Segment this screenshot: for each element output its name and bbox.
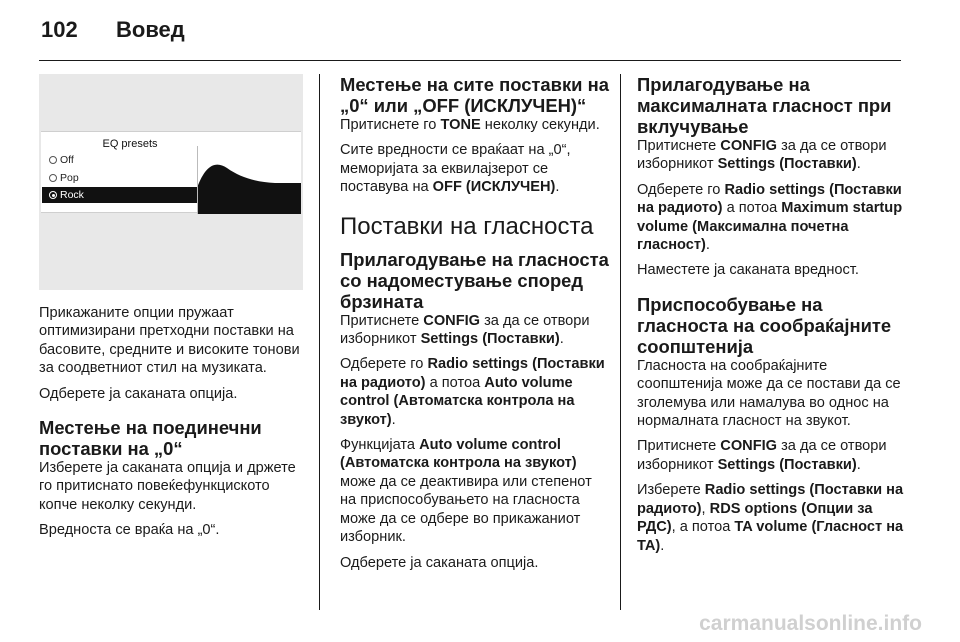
section-heading: Местење на поединечни поставки на „0“ bbox=[39, 417, 262, 460]
eq-screen-title: EQ presets bbox=[102, 138, 158, 150]
illustration-caption: Прикажаните опции пружаат оптимизирани претходни поставки на басовите, средните и високите тонови за соодветниот стил на музиката. bbox=[39, 305, 300, 377]
radio-icon bbox=[49, 174, 57, 182]
eq-option-label: Pop bbox=[60, 172, 79, 184]
section-heading: Местење на сите поставки на „0“ или „OFF (ИСКЛУЧЕН)“ bbox=[340, 74, 609, 116]
paragraph: Одберете ја саканата опција. bbox=[340, 554, 539, 571]
paragraph: Одберете ја саканата опција. bbox=[39, 385, 238, 402]
page-number: 102 bbox=[41, 17, 78, 42]
section-heading: Приспособување на гласноста на сообраќајните соопштенија bbox=[637, 293, 892, 357]
watermark: carmanualsonline.info bbox=[699, 612, 922, 635]
paragraph: Изберете ја саканата опција и држете го притиснато повеќефункциското копче неколку секунди. bbox=[39, 460, 296, 513]
paragraph: Одберете го Radio settings (Поставки на радиото) а потоа Maximum startup volume (Максимална почетна гласност). bbox=[637, 181, 903, 254]
column-3 bbox=[637, 74, 905, 562]
page-section-title: Вовед bbox=[116, 17, 185, 42]
paragraph: Вредноста се враќа на „0“. bbox=[39, 522, 220, 539]
section-heading: Прилагодување на максималната гласност при вклучување bbox=[637, 74, 892, 137]
eq-option-label: Off bbox=[60, 154, 74, 166]
paragraph: Притиснете CONFIG за да се отвори изборникот Settings (Поставки). bbox=[637, 138, 887, 173]
header-rule bbox=[39, 60, 901, 61]
column-1 bbox=[39, 74, 307, 547]
column-rule-1 bbox=[319, 74, 320, 610]
paragraph: Наместете ја саканата вредност. bbox=[637, 262, 859, 279]
paragraph: Одберете го Radio settings (Поставки на радиото) а потоа Auto volume control (Автоматска контрола на звукот). bbox=[340, 356, 605, 428]
eq-option-rock-selected bbox=[42, 187, 197, 203]
paragraph: Притиснете го TONE неколку секунди. bbox=[340, 117, 600, 133]
eq-option-pop bbox=[49, 169, 79, 187]
paragraph: Сите вредности се враќаат на „0“, меморијата за еквилајзерот се поставува на OFF (ИСКЛУЧЕН). bbox=[340, 142, 571, 196]
section-heading: Прилагодување на гласноста со надоместување според брзината bbox=[340, 248, 609, 312]
radio-icon bbox=[49, 156, 57, 164]
eq-option-label: Rock bbox=[60, 188, 84, 201]
radio-selected-icon bbox=[49, 191, 57, 199]
column-rule-2 bbox=[620, 74, 621, 610]
paragraph: Гласноста на сообраќајните соопштенија може да се постави да се зголемува или намалува во однос на нормалната гласност на звукот. bbox=[637, 357, 901, 430]
paragraph: Притиснете CONFIG за да се отвори изборникот Settings (Поставки). bbox=[340, 312, 590, 348]
paragraph: Изберете Radio settings (Поставки на радиото), RDS options (Опции за РДС), а потоа TA volume (Гласност на TA). bbox=[637, 482, 904, 554]
paragraph: Функцијата Auto volume control (Автоматска контрола на звукот) може да се деактивира или степенот на приспособувањето на гласноста може да се одбере во прикажаниот изборник. bbox=[340, 437, 592, 546]
eq-presets-illustration bbox=[39, 74, 303, 290]
paragraph: Притиснете CONFIG за да се отвори изборникот Settings (Поставки). bbox=[637, 438, 887, 473]
eq-option-off bbox=[49, 151, 74, 169]
eq-curve-graphic bbox=[197, 146, 301, 214]
chapter-heading: Поставки на гласноста bbox=[340, 212, 594, 240]
eq-screen bbox=[41, 131, 301, 213]
column-2 bbox=[340, 74, 610, 579]
